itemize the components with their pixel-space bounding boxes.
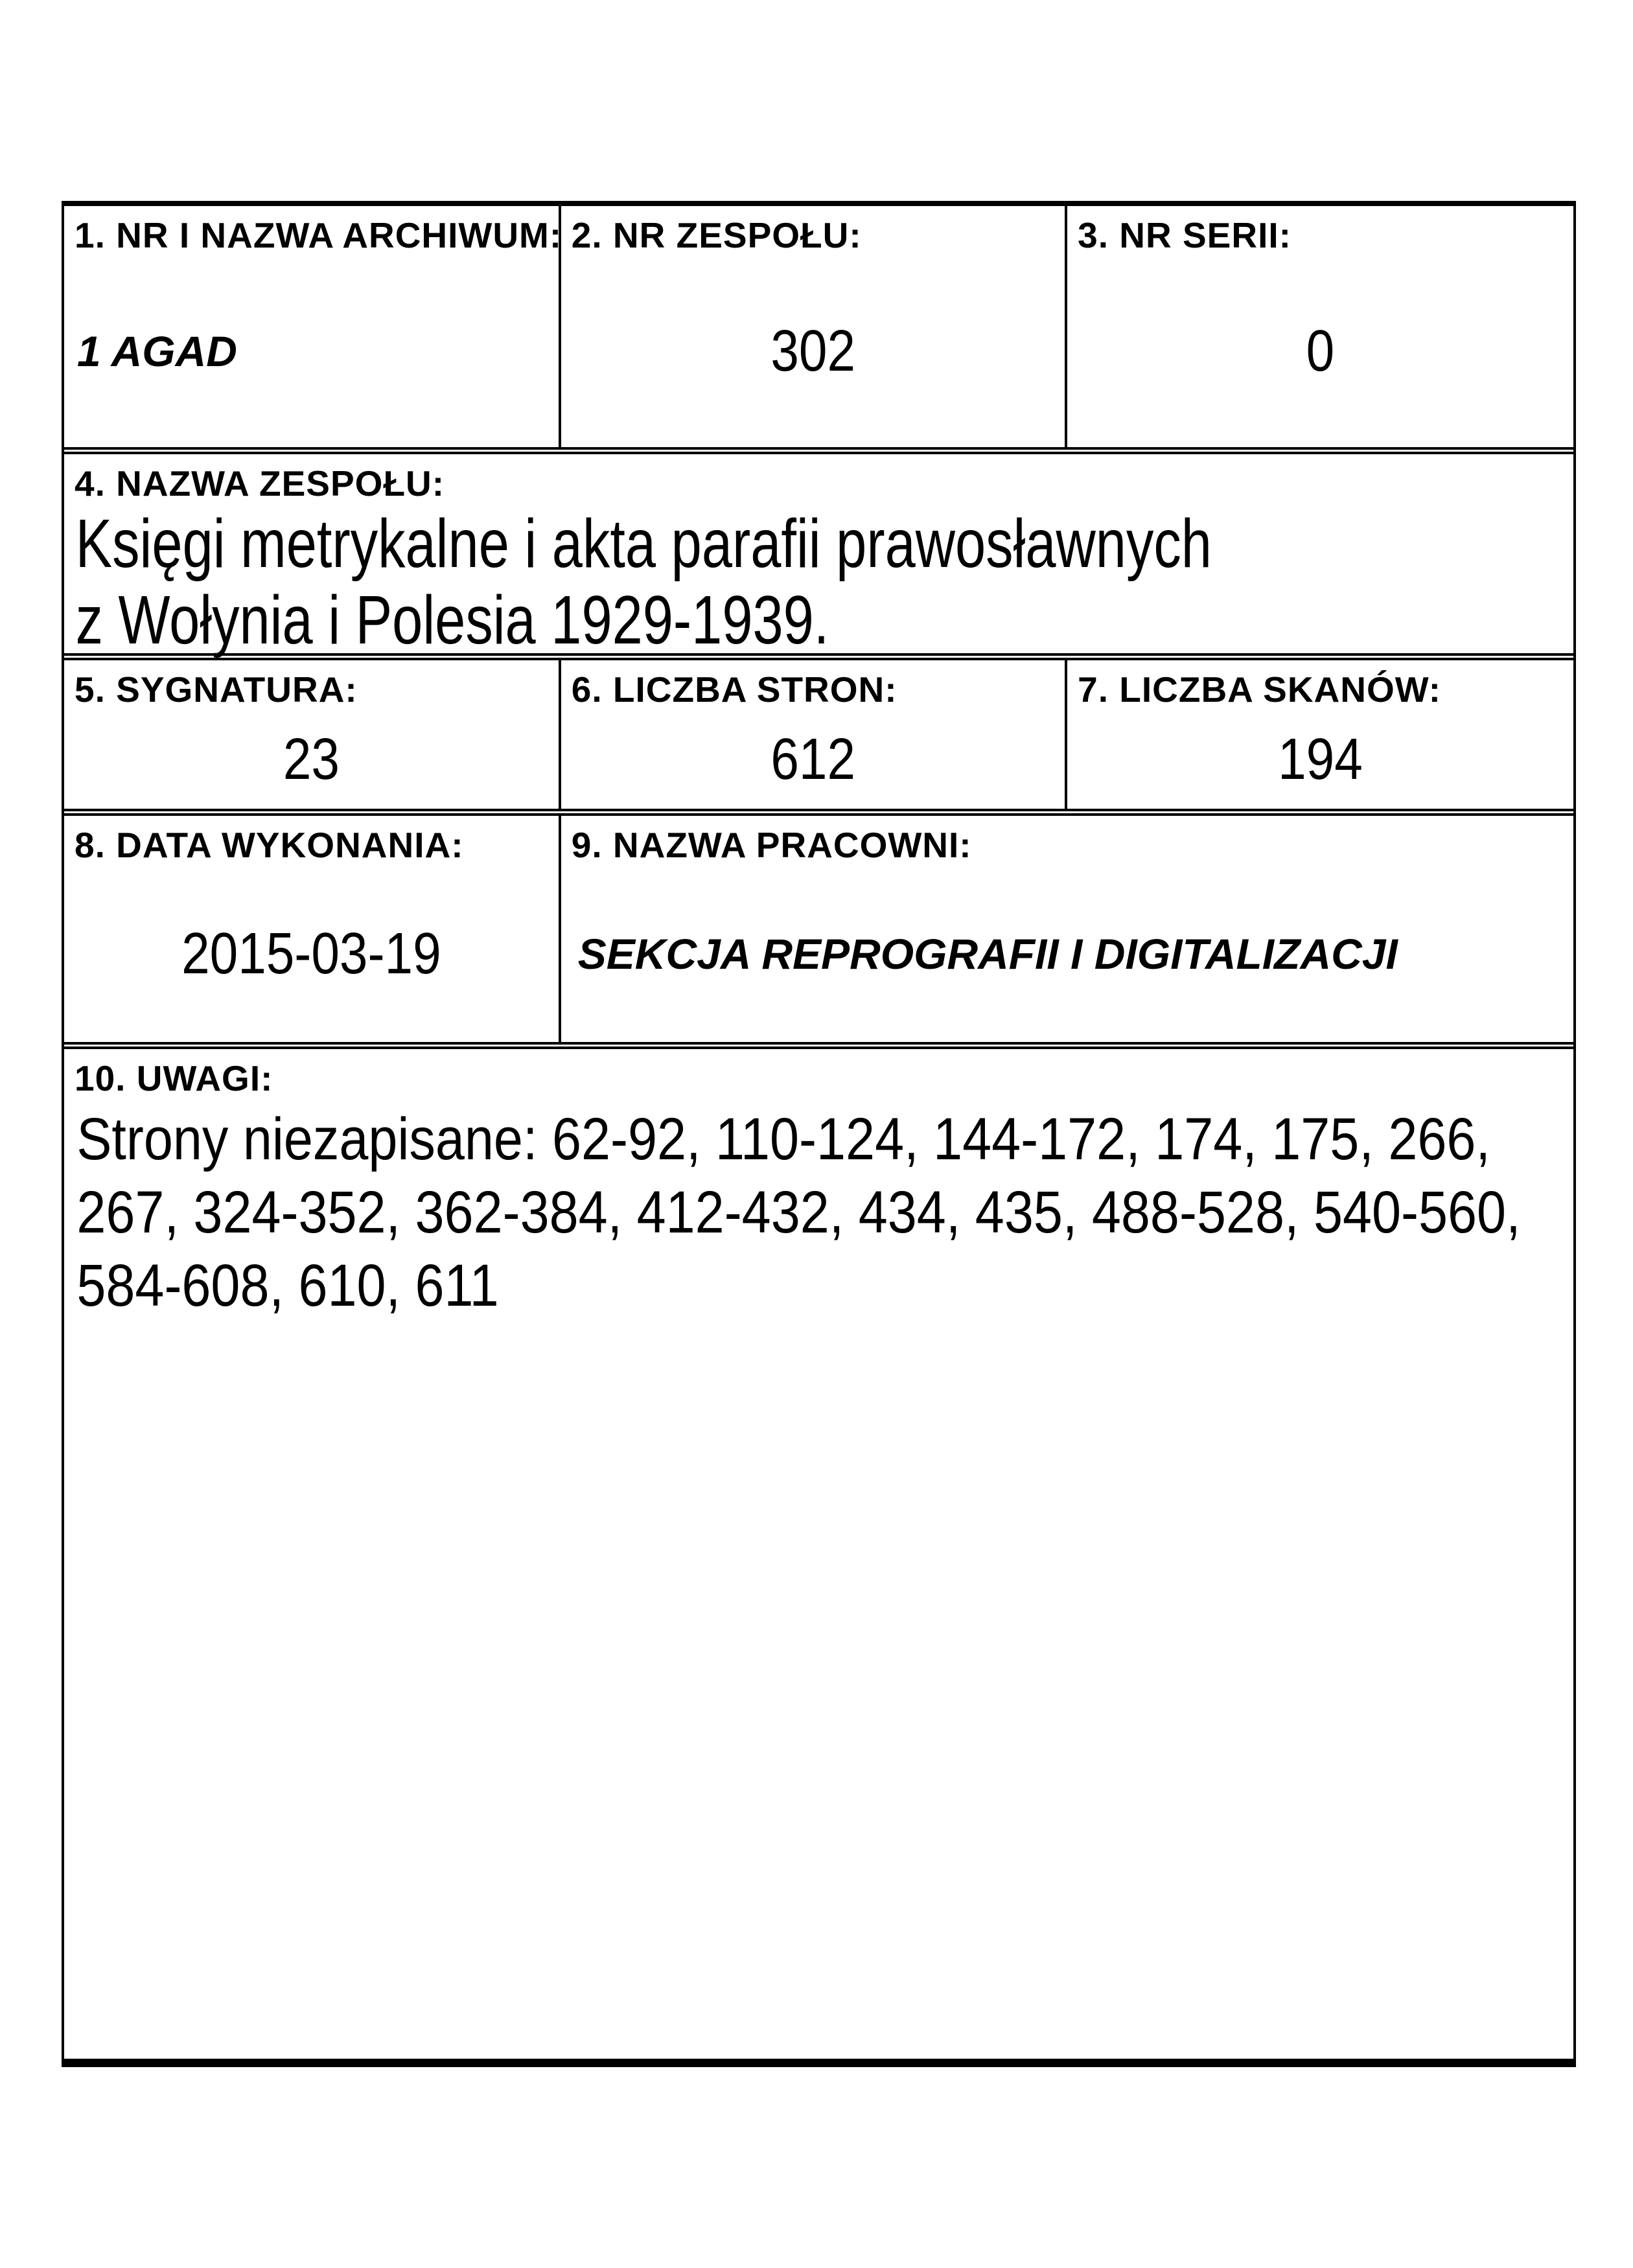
field-page-count-value: 612 xyxy=(770,726,855,792)
field-fonds-number-value: 302 xyxy=(770,319,855,384)
field-page-count xyxy=(559,660,1065,809)
form-row-4 xyxy=(64,809,1573,1042)
field-signature xyxy=(64,660,559,809)
form-row-1 xyxy=(64,206,1573,447)
field-fonds-number-label: 2. NR ZESPOŁU: xyxy=(571,215,862,255)
archive-metadata-form xyxy=(62,201,1576,2067)
field-remarks xyxy=(64,1049,1573,2059)
field-scan-count-label: 7. LICZBA SKANÓW: xyxy=(1078,669,1441,710)
field-date-made-value: 2015-03-19 xyxy=(181,921,441,986)
field-workshop-label: 9. NAZWA PRACOWNI: xyxy=(571,825,972,865)
field-archive xyxy=(64,206,562,447)
field-signature-label: 5. SYGNATURA: xyxy=(75,669,358,710)
field-remarks-value: Strony niezapisane: 62-92, 110-124, 144-172, 174, 175, 266, 267, 324-352, 362-384, 412-432, 434, 435, 488-528, 540-560, 584-608, 610, 611 xyxy=(76,1106,1521,1319)
field-scan-count-value: 194 xyxy=(1278,726,1363,792)
field-series-number xyxy=(1065,206,1573,447)
field-archive-value: 1 AGAD xyxy=(77,327,237,376)
field-fonds-name-label: 4. NAZWA ZESPOŁU: xyxy=(75,463,445,503)
field-workshop-value: SEKCJA REPROGRAFII I DIGITALIZACJI xyxy=(577,929,1398,978)
field-date-made xyxy=(64,816,559,1042)
field-page-count-label: 6. LICZBA STRON: xyxy=(571,669,898,710)
field-date-made-label: 8. DATA WYKONANIA: xyxy=(75,825,464,865)
form-row-3 xyxy=(64,653,1573,809)
field-series-number-label: 3. NR SERII: xyxy=(1078,215,1291,255)
field-remarks-label: 10. UWAGI: xyxy=(75,1058,273,1098)
field-fonds-name xyxy=(64,454,1573,659)
form-row-2 xyxy=(64,447,1573,659)
form-row-5 xyxy=(64,1042,1573,2059)
field-scan-count xyxy=(1065,660,1573,809)
field-series-number-value: 0 xyxy=(1306,319,1335,384)
field-fonds-name-value: Księgi metrykalne i akta parafii prawosławnych z Wołynia i Polesia 1929-1939. xyxy=(75,505,1212,659)
field-signature-value: 23 xyxy=(283,726,340,792)
field-workshop xyxy=(559,816,1573,1042)
field-fonds-number xyxy=(559,206,1065,447)
field-archive-label: 1. NR I NAZWA ARCHIWUM: xyxy=(75,215,562,255)
